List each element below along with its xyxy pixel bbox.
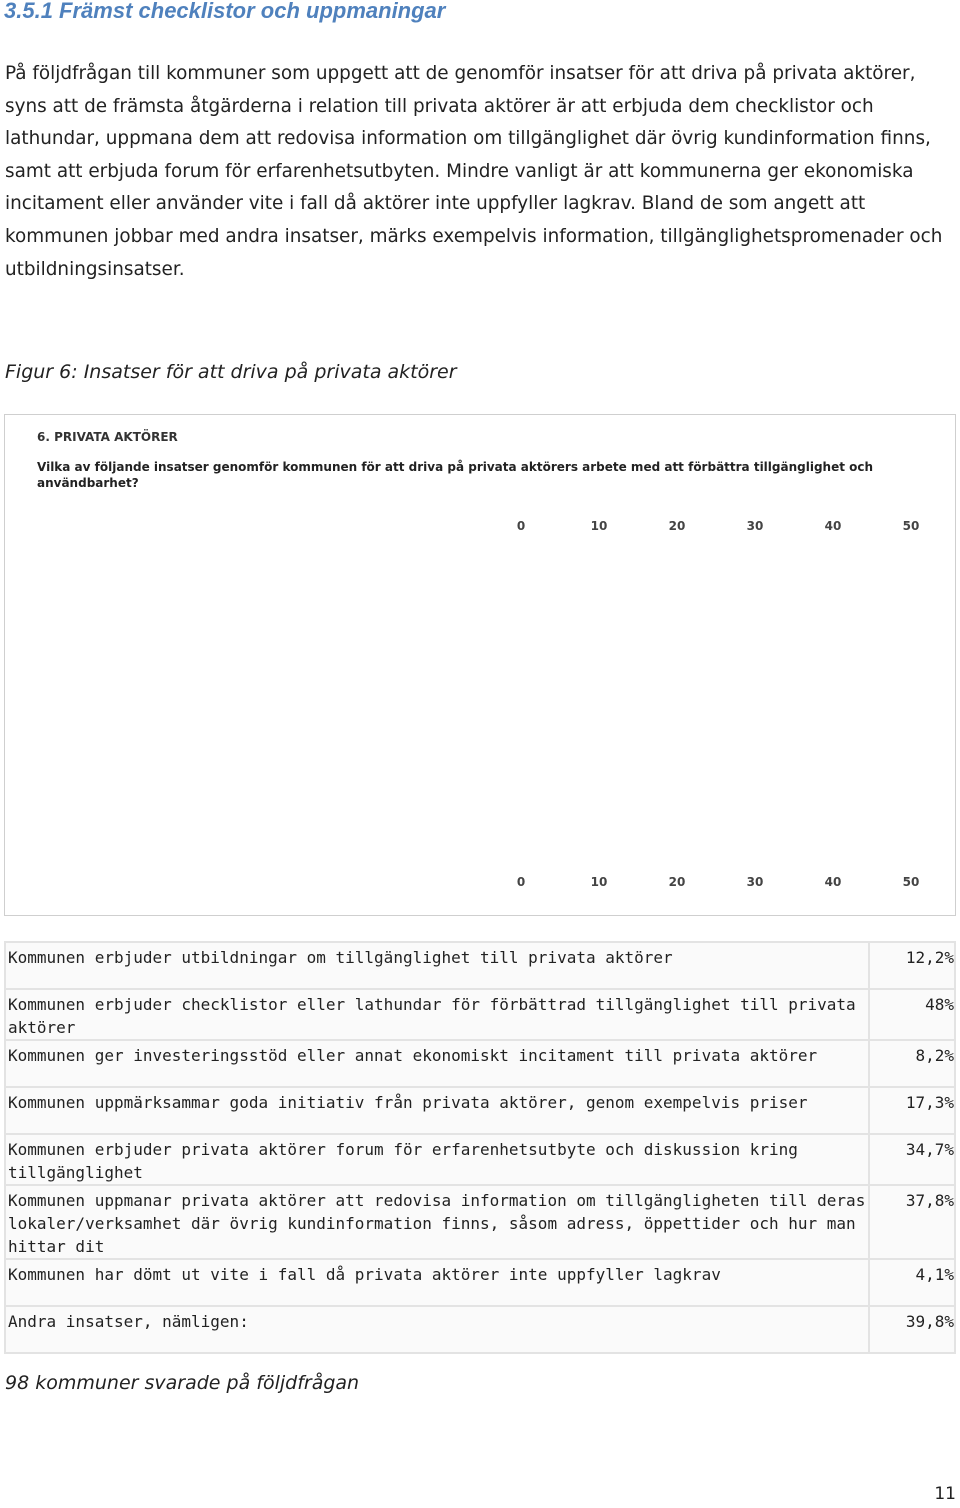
intro-paragraph: På följdfrågan till kommuner som uppgett att de genomför insatser för att driva på privata aktörer, syns att de främsta åtgärderna i relation till privata aktörer är att erbjuda dem checklistor och lathundar, uppmana dem att redovisa information om tillgänglighet där övrig kundinformation finns, samt att erbjuda forum för erfarenhetsutbyten. Mindre vanligt är att kommunerna ger ekonomiska incitament eller använder vite i fall då aktörer inte uppfyller lagkrav. Bland de som angett att kommunen jobbar med andra insatser, märks exempelvis information, tillgänglighetspromenader och utbildningsinsatser. bbox=[5, 63, 943, 280]
chart-question: Vilka av följande insatser genomför kommunen för att driva på privata aktörers arbete med att förbättra tillgänglighet och användbarhet? bbox=[37, 460, 874, 490]
x-tick-label-top: 50 bbox=[902, 519, 920, 533]
row-label: Kommunen uppmanar privata aktörer att redovisa information om tillgängligheten till deras lokaler/verksamhet där övrig kundinformation finns, såsom adress, öppettider och hur man hittar dit bbox=[5, 1185, 869, 1259]
x-tick-label-bottom: 10 bbox=[590, 875, 608, 889]
row-value: 39,8% bbox=[869, 1306, 955, 1353]
row-label: Kommunen uppmärksammar goda initiativ från privata aktörer, genom exempelvis priser bbox=[5, 1087, 869, 1134]
table-row bbox=[5, 1259, 955, 1306]
row-value: 17,3% bbox=[869, 1087, 955, 1134]
x-tick-label-top: 20 bbox=[668, 519, 686, 533]
figure-caption: Figur 6: Insatser för att driva på privata aktörer bbox=[5, 361, 457, 383]
table-row bbox=[5, 1185, 955, 1259]
table-row bbox=[5, 1040, 955, 1087]
table-row bbox=[5, 942, 955, 989]
row-value: 48% bbox=[869, 989, 955, 1040]
chart-section-title: 6. PRIVATA AKTÖRER bbox=[37, 430, 178, 444]
x-tick-label-top: 40 bbox=[824, 519, 842, 533]
row-value: 8,2% bbox=[869, 1040, 955, 1087]
row-label: Andra insatser, nämligen: bbox=[5, 1306, 869, 1353]
x-tick-label-bottom: 30 bbox=[746, 875, 764, 889]
page-number: 11 bbox=[934, 1484, 956, 1504]
row-label: Kommunen erbjuder utbildningar om tillgänglighet till privata aktörer bbox=[5, 942, 869, 989]
row-value: 4,1% bbox=[869, 1259, 955, 1306]
x-tick-label-bottom: 20 bbox=[668, 875, 686, 889]
row-label: Kommunen ger investeringsstöd eller annat ekonomiskt incitament till privata aktörer bbox=[5, 1040, 869, 1087]
x-tick-label-bottom: 40 bbox=[824, 875, 842, 889]
x-tick-label-top: 0 bbox=[516, 519, 526, 533]
row-label: Kommunen erbjuder checklistor eller lathundar för förbättrad tillgänglighet till privata aktörer bbox=[5, 989, 869, 1040]
row-value: 37,8% bbox=[869, 1185, 955, 1259]
row-label: Kommunen erbjuder privata aktörer forum för erfarenhetsutbyte och diskussion kring tillgänglighet bbox=[5, 1134, 869, 1185]
x-tick-label-top: 30 bbox=[746, 519, 764, 533]
footnote: 98 kommuner svarade på följdfrågan bbox=[5, 1372, 360, 1394]
table-row bbox=[5, 989, 955, 1040]
row-label: Kommunen har dömt ut vite i fall då privata aktörer inte uppfyller lagkrav bbox=[5, 1259, 869, 1306]
table-row bbox=[5, 1134, 955, 1185]
bar-chart bbox=[5, 415, 957, 917]
table-row bbox=[5, 1087, 955, 1134]
x-tick-label-top: 10 bbox=[590, 519, 608, 533]
row-value: 12,2% bbox=[869, 942, 955, 989]
table-row bbox=[5, 1306, 955, 1353]
chart-frame bbox=[4, 414, 956, 916]
x-tick-label-bottom: 0 bbox=[516, 875, 526, 889]
row-value: 34,7% bbox=[869, 1134, 955, 1185]
results-table bbox=[4, 941, 956, 1354]
x-tick-label-bottom: 50 bbox=[902, 875, 920, 889]
section-heading: 3.5.1 Främst checklistor och uppmaningar bbox=[4, 0, 446, 23]
